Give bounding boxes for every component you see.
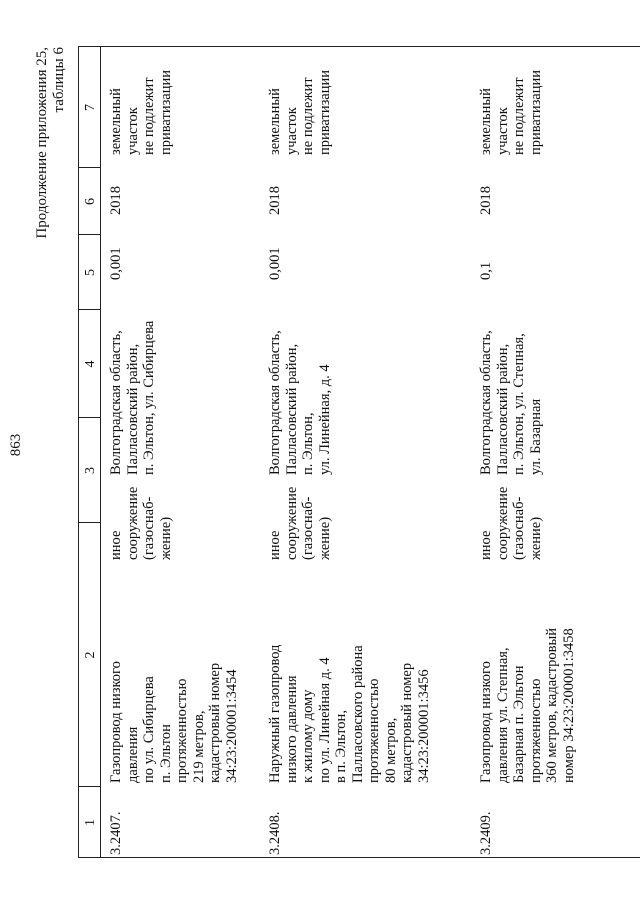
row-2-name: Наружный газопровод низкого давления к жилому дому по ул. Линейная д. 4 в п. Эльтон, Палласовского района протяженностью 80 метров, кадастровый номер 34:23:200001:3456 [267,644,432,783]
col-header-5: 5 [83,269,98,276]
row-3-area: 0,1 [478,261,494,280]
row-1-note: земельный участок не подлежит приватизации [108,69,174,155]
row-3-type: иное сооружение (газоснаб- жение) [478,486,544,560]
col-header-4: 4 [83,360,98,368]
continuation-line-1: Продолжение приложения 25, [34,47,50,239]
col-header-6: 6 [83,198,98,205]
continuation-note [34,47,68,905]
row-2-note: земельный участок не подлежит приватизации [267,69,333,155]
row-2-year: 2018 [267,186,283,215]
row-1-type: иное сооружение (газоснаб- жение) [108,486,174,560]
row-1-area: 0,001 [108,247,124,280]
table-top-rule [78,47,79,858]
row-3-year: 2018 [478,186,494,215]
page-number: 863 [8,433,24,457]
row-1-name: Газопровод низкого давления по ул. Сибирцева п. Эльтон протяженностью 219 метров, кадастровый номер 34:23:200001:3454 [108,661,240,783]
continuation-line-2: таблицы 6 [51,47,67,113]
row-1-number: 3.2407. [108,811,124,855]
table-left-rule [78,857,640,858]
row-1-year: 2018 [108,186,124,215]
row-3-note: земельный участок не подлежит приватизации [478,69,544,155]
row-1-address: Волгоградская область, Палласовский район, п. Эльтон, ул. Сибирцева [108,320,157,475]
row-3-name: Газопровод низкого давления ул. Степная, Базарная п. Эльтон протяженностью 360 метров, кадастровый номер 34:23:200001:3458 [478,628,577,783]
row-2-type: иное сооружение (газоснаб- жение) [267,486,333,560]
row-3-number: 3.2409. [478,811,494,855]
row-2-address: Волгоградская область, Палласовский район, п. Эльтон, ул. Линейная, д. 4 [267,330,333,475]
row-3-address: Волгоградская область, Палласовский район, п. Эльтон, ул. Степная, ул. Базарная [478,330,544,475]
table-right-rule [78,46,640,47]
col-header-1: 1 [83,819,98,826]
row-2-number: 3.2408. [267,811,283,855]
row-2-area: 0,001 [267,247,283,280]
col-header-7: 7 [83,104,98,111]
col-header-3: 3 [83,467,98,474]
col-header-2: 2 [83,651,98,659]
